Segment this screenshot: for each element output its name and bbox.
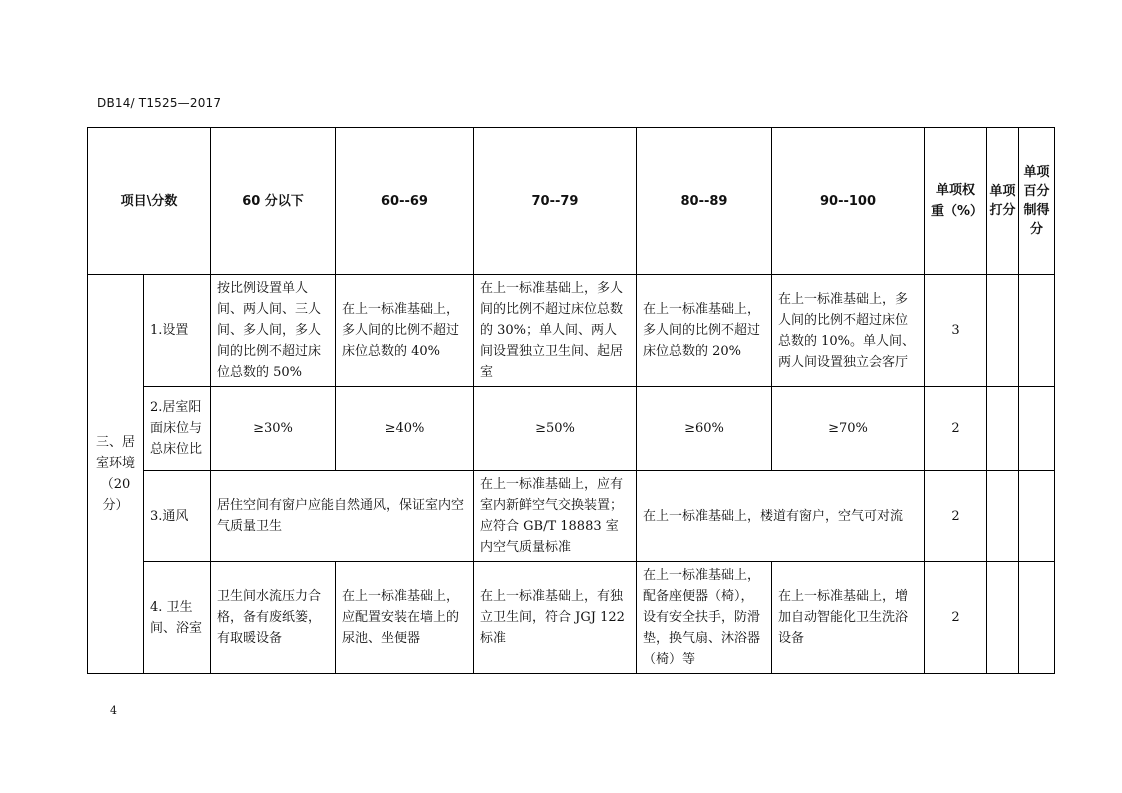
- evaluation-table: [87, 127, 1055, 674]
- header-item-score: 项目\分数: [88, 128, 211, 275]
- header-80-89: 80--89: [637, 128, 772, 275]
- percent-score-cell: [1019, 275, 1055, 387]
- criteria-cell: 在上一标准基础上，配备座便器（椅），设有安全扶手，防滑垫，换气扇、沐浴器（椅）等: [637, 562, 772, 674]
- weight-cell: 2: [925, 387, 987, 471]
- header-60-69: 60--69: [336, 128, 474, 275]
- table-row: [88, 471, 1055, 562]
- weight-cell: 2: [925, 471, 987, 562]
- document-code: DB14/ T1525—2017: [97, 96, 222, 110]
- criteria-cell: 在上一标准基础上，多人间的比例不超过床位总数的 40%: [336, 275, 474, 387]
- criteria-cell: 在上一标准基础上，多人间的比例不超过床位总数的 30%；单人间、两人间设置独立卫生间、起居室: [474, 275, 637, 387]
- header-percent-score: 单项百分制得分: [1019, 128, 1055, 275]
- item-label: 4. 卫生间、浴室: [144, 562, 211, 674]
- table-row: [88, 562, 1055, 674]
- page-number: 4: [110, 704, 117, 717]
- score-cell: [987, 562, 1019, 674]
- section-label: 三、居室环境（20 分）: [88, 275, 144, 674]
- criteria-cell: 在上一标准基础上，多人间的比例不超过床位总数的 10%。单人间、两人间设置独立会客厅: [772, 275, 925, 387]
- criteria-cell: 卫生间水流压力合格，备有废纸篓，有取暖设备: [211, 562, 336, 674]
- criteria-cell: 在上一标准基础上，增加自动智能化卫生洗浴设备: [772, 562, 925, 674]
- criteria-cell: 在上一标准基础上，有独立卫生间，符合 JGJ 122 标准: [474, 562, 637, 674]
- criteria-cell: 居住空间有窗户应能自然通风，保证室内空气质量卫生: [211, 471, 474, 562]
- header-90-100: 90--100: [772, 128, 925, 275]
- header-below-60: 60 分以下: [211, 128, 336, 275]
- criteria-cell: 在上一标准基础上，应配置安装在墙上的尿池、坐便器: [336, 562, 474, 674]
- criteria-cell: ≥50%: [474, 387, 637, 471]
- weight-cell: 2: [925, 562, 987, 674]
- criteria-cell: ≥30%: [211, 387, 336, 471]
- header-score: 单项打分: [987, 128, 1019, 275]
- item-label: 3.通风: [144, 471, 211, 562]
- criteria-cell: 在上一标准基础上，楼道有窗户，空气可对流: [637, 471, 925, 562]
- percent-score-cell: [1019, 471, 1055, 562]
- table-row: [88, 387, 1055, 471]
- weight-cell: 3: [925, 275, 987, 387]
- item-label: 2.居室阳面床位与总床位比: [144, 387, 211, 471]
- criteria-cell: ≥60%: [637, 387, 772, 471]
- criteria-cell: ≥40%: [336, 387, 474, 471]
- criteria-cell: 在上一标准基础上，应有室内新鲜空气交换装置；应符合 GB/T 18883 室内空气质量标准: [474, 471, 637, 562]
- percent-score-cell: [1019, 562, 1055, 674]
- score-cell: [987, 275, 1019, 387]
- table-row: [88, 275, 1055, 387]
- criteria-cell: ≥70%: [772, 387, 925, 471]
- item-label: 1.设置: [144, 275, 211, 387]
- criteria-cell: 按比例设置单人间、两人间、三人间、多人间，多人间的比例不超过床位总数的 50%: [211, 275, 336, 387]
- percent-score-cell: [1019, 387, 1055, 471]
- score-cell: [987, 471, 1019, 562]
- criteria-cell: 在上一标准基础上，多人间的比例不超过床位总数的 20%: [637, 275, 772, 387]
- header-70-79: 70--79: [474, 128, 637, 275]
- header-row: [88, 128, 1055, 275]
- score-cell: [987, 387, 1019, 471]
- header-weight: 单项权重（%）: [925, 128, 987, 275]
